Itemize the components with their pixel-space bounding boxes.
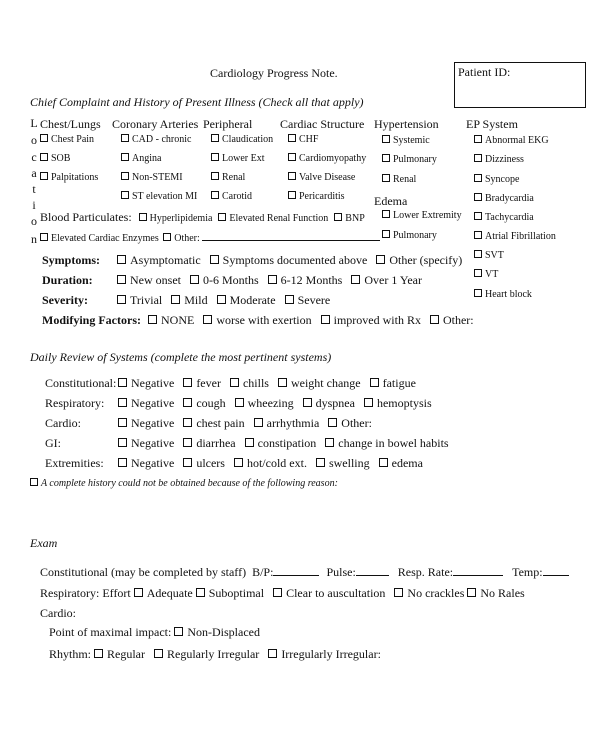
resp-rate-field[interactable]: [453, 565, 503, 576]
blood-particulates-label: Blood Particulates:: [40, 210, 132, 224]
checkbox-non-displaced[interactable]: Non-Displaced: [174, 625, 260, 639]
checkbox-renal-peripheral[interactable]: Renal: [211, 172, 245, 183]
checkbox-other-cardio[interactable]: Other:: [322, 416, 372, 430]
symptoms-options: [111, 253, 462, 268]
resp-rate-label: Resp. Rate:: [397, 565, 454, 579]
checkbox-ulcers[interactable]: ulcers: [177, 456, 225, 470]
edema-heading: Edema: [374, 194, 408, 208]
location-letter: i: [32, 198, 36, 212]
checkbox-hyperlipidemia[interactable]: Hyperlipidemia: [136, 213, 213, 224]
review-row-extremities: [112, 456, 423, 471]
checkbox-improved-with-rx[interactable]: improved with Rx: [315, 313, 421, 327]
respiratory-exam-row: [40, 586, 525, 601]
checkbox-chest-pain[interactable]: Chest Pain: [40, 134, 94, 145]
checkbox-constipation[interactable]: constipation: [239, 436, 317, 450]
checkbox-fever[interactable]: fever: [177, 376, 221, 390]
checkbox-dyspnea[interactable]: dyspnea: [297, 396, 355, 410]
checkbox-symptoms-documented[interactable]: Symptoms documented above: [204, 253, 368, 267]
daily-review-heading: Daily Review of Systems (complete the most pertinent systems): [30, 350, 332, 364]
location-letter: t: [32, 182, 36, 196]
checkbox-negative[interactable]: Negative: [112, 376, 174, 390]
checkbox-swelling[interactable]: swelling: [310, 456, 370, 470]
checkbox-bradycardia[interactable]: Bradycardia: [474, 193, 534, 204]
pmi-row: [49, 625, 260, 640]
checkbox-none[interactable]: NONE: [142, 313, 194, 327]
temp-label: Temp:: [512, 565, 543, 579]
checkbox-clear-auscultation[interactable]: Clear to auscultation: [267, 586, 385, 600]
effort-label: Effort: [102, 586, 131, 600]
modifying-factors-label: Modifying Factors:: [42, 313, 141, 327]
checkbox-vt[interactable]: VT: [474, 269, 498, 280]
peripheral-heading: Peripheral: [203, 117, 253, 131]
review-label-gi: GI:: [45, 436, 61, 450]
review-label-cardio: Cardio:: [45, 416, 81, 430]
checkbox-renal-hypertension[interactable]: Renal: [382, 174, 416, 185]
checkbox-change-bowel-habits[interactable]: change in bowel habits: [319, 436, 448, 450]
checkbox-arrhythmia[interactable]: arrhythmia: [248, 416, 320, 430]
checkbox-diarrhea[interactable]: diarrhea: [177, 436, 235, 450]
incomplete-history-checkbox[interactable]: A complete history could not be obtained because of the following reason:: [30, 478, 338, 489]
patient-id-box[interactable]: [454, 62, 586, 108]
checkbox-hemoptysis[interactable]: hemoptysis: [358, 396, 432, 410]
checkbox-systemic[interactable]: Systemic: [382, 135, 430, 146]
location-letter: n: [31, 232, 37, 246]
rhythm-row: [49, 647, 381, 662]
checkbox-other-specify[interactable]: Other (specify): [370, 253, 462, 267]
cardio-exam-label: Cardio:: [40, 606, 76, 620]
checkbox-worse-with-exertion[interactable]: worse with exertion: [197, 313, 311, 327]
location-letter: c: [31, 150, 37, 164]
checkbox-dizziness[interactable]: Dizziness: [474, 154, 524, 165]
checkbox-suboptimal[interactable]: Suboptimal: [196, 586, 264, 600]
checkbox-chf[interactable]: CHF: [288, 134, 318, 145]
checkbox-lower-extremity[interactable]: Lower Extremity: [382, 210, 462, 221]
checkbox-pulmonary-edema[interactable]: Pulmonary: [382, 230, 437, 241]
rhythm-label: Rhythm:: [49, 647, 92, 661]
checkbox-trivial[interactable]: Trivial: [111, 293, 162, 307]
location-letter: o: [31, 133, 37, 147]
page-title: Cardiology Progress Note.: [210, 66, 338, 80]
duration-label: Duration:: [42, 273, 93, 287]
vitals-row: [40, 565, 569, 580]
checkbox-cough[interactable]: cough: [177, 396, 225, 410]
review-label-respiratory: Respiratory:: [45, 396, 105, 410]
checkbox-sob[interactable]: SOB: [40, 153, 70, 164]
checkbox-6-12-months[interactable]: 6-12 Months: [262, 273, 343, 287]
checkbox-claudication[interactable]: Claudication: [211, 134, 273, 145]
ep-system-heading: EP System: [466, 117, 518, 131]
checkbox-fatigue[interactable]: fatigue: [364, 376, 416, 390]
checkbox-pulmonary-hypertension[interactable]: Pulmonary: [382, 154, 437, 165]
pulse-field[interactable]: [356, 565, 389, 576]
checkbox-negative[interactable]: Negative: [112, 416, 174, 430]
checkbox-moderate[interactable]: Moderate: [211, 293, 276, 307]
checkbox-chest-pain-review[interactable]: chest pain: [177, 416, 244, 430]
review-row-cardio: [112, 416, 372, 431]
hypertension-heading: Hypertension: [374, 117, 439, 131]
checkbox-edema-review[interactable]: edema: [373, 456, 423, 470]
review-row-respiratory: [112, 396, 432, 411]
exam-heading: Exam: [30, 536, 58, 550]
checkbox-other-modifying[interactable]: Other:: [424, 313, 474, 327]
chief-complaint-heading: Chief Complaint and History of Present Illness (Check all that apply): [30, 95, 364, 109]
checkbox-over-1-year[interactable]: Over 1 Year: [345, 273, 422, 287]
review-row-gi: [112, 436, 449, 451]
checkbox-st-elevation-mi[interactable]: ST elevation MI: [121, 191, 197, 202]
pmi-label: Point of maximal impact:: [49, 625, 172, 639]
severity-label: Severity:: [42, 293, 88, 307]
severity-options: [111, 293, 330, 308]
checkbox-elevated-renal-function[interactable]: Elevated Renal Function: [216, 213, 328, 224]
checkbox-mild[interactable]: Mild: [165, 293, 207, 307]
checkbox-weight-change[interactable]: weight change: [272, 376, 361, 390]
checkbox-negative[interactable]: Negative: [112, 396, 174, 410]
modifying-options: [142, 313, 474, 328]
checkbox-svt[interactable]: SVT: [474, 250, 504, 261]
location-letter: a: [31, 166, 37, 180]
checkbox-heart-block[interactable]: Heart block: [474, 289, 532, 300]
bp-field[interactable]: [273, 565, 319, 576]
temp-field[interactable]: [543, 565, 569, 576]
checkbox-cardiomyopathy[interactable]: Cardiomyopathy: [288, 153, 366, 164]
checkbox-adequate[interactable]: Adequate: [134, 586, 193, 600]
coronary-heading: Coronary Arteries: [112, 117, 199, 131]
checkbox-abnormal-ekg[interactable]: Abnormal EKG: [474, 135, 549, 146]
pulse-label: Pulse:: [326, 565, 356, 579]
checkbox-negative[interactable]: Negative: [112, 456, 174, 470]
respiratory-exam-label: Respiratory:: [40, 586, 100, 600]
checkbox-0-6-months[interactable]: 0-6 Months: [184, 273, 259, 287]
checkbox-other-complaint[interactable]: Other:: [161, 233, 200, 244]
location-letter: o: [31, 214, 37, 228]
review-label-extremities: Extremities:: [45, 456, 104, 470]
checkbox-regular[interactable]: Regular: [94, 647, 145, 661]
checkbox-no-rales[interactable]: No Rales: [467, 586, 524, 600]
checkbox-angina[interactable]: Angina: [121, 153, 161, 164]
checkbox-asymptomatic[interactable]: Asymptomatic: [111, 253, 201, 267]
elevated-enzymes-row: [40, 230, 380, 244]
cardiac-structure-heading: Cardiac Structure: [280, 117, 365, 131]
checkbox-cad-chronic[interactable]: CAD - chronic: [121, 134, 191, 145]
checkbox-carotid[interactable]: Carotid: [211, 191, 252, 202]
checkbox-severe[interactable]: Severe: [279, 293, 331, 307]
checkbox-no-crackles[interactable]: No crackles: [388, 586, 464, 600]
duration-options: [111, 273, 422, 288]
checkbox-regularly-irregular[interactable]: Regularly Irregular: [148, 647, 259, 661]
checkbox-negative[interactable]: Negative: [112, 436, 174, 450]
other-complaint-field[interactable]: [202, 230, 380, 241]
symptoms-label: Symptoms:: [42, 253, 101, 267]
checkbox-atrial-fibrillation[interactable]: Atrial Fibrillation: [474, 231, 556, 242]
patient-id-label: Patient ID:: [458, 65, 511, 79]
checkbox-elevated-cardiac-enzymes[interactable]: Elevated Cardiac Enzymes: [40, 233, 159, 244]
checkbox-valve-disease[interactable]: Valve Disease: [288, 172, 355, 183]
checkbox-wheezing[interactable]: wheezing: [229, 396, 294, 410]
constitutional-exam-label: Constitutional (may be completed by staff): [40, 565, 247, 579]
blood-particulates-row: [40, 208, 365, 226]
checkbox-pericarditis[interactable]: Pericarditis: [288, 191, 345, 202]
checkbox-non-stemi[interactable]: Non-STEMI: [121, 172, 183, 183]
checkbox-lower-ext[interactable]: Lower Ext: [211, 153, 265, 164]
bp-label: B/P:: [252, 565, 274, 579]
checkbox-bnp[interactable]: BNP: [332, 213, 364, 224]
checkbox-palpitations[interactable]: Palpitations: [40, 172, 98, 183]
checkbox-new-onset[interactable]: New onset: [111, 273, 181, 287]
review-label-constitutional: Constitutional:: [45, 376, 117, 390]
review-row-constitutional: [112, 376, 416, 391]
location-letter: L: [30, 116, 38, 130]
checkbox-hot-cold-ext[interactable]: hot/cold ext.: [228, 456, 307, 470]
chest-lungs-heading: Chest/Lungs: [40, 117, 101, 131]
checkbox-syncope[interactable]: Syncope: [474, 174, 519, 185]
checkbox-irregularly-irregular[interactable]: Irregularly Irregular:: [262, 647, 381, 661]
checkbox-chills[interactable]: chills: [224, 376, 269, 390]
checkbox-tachycardia[interactable]: Tachycardia: [474, 212, 534, 223]
